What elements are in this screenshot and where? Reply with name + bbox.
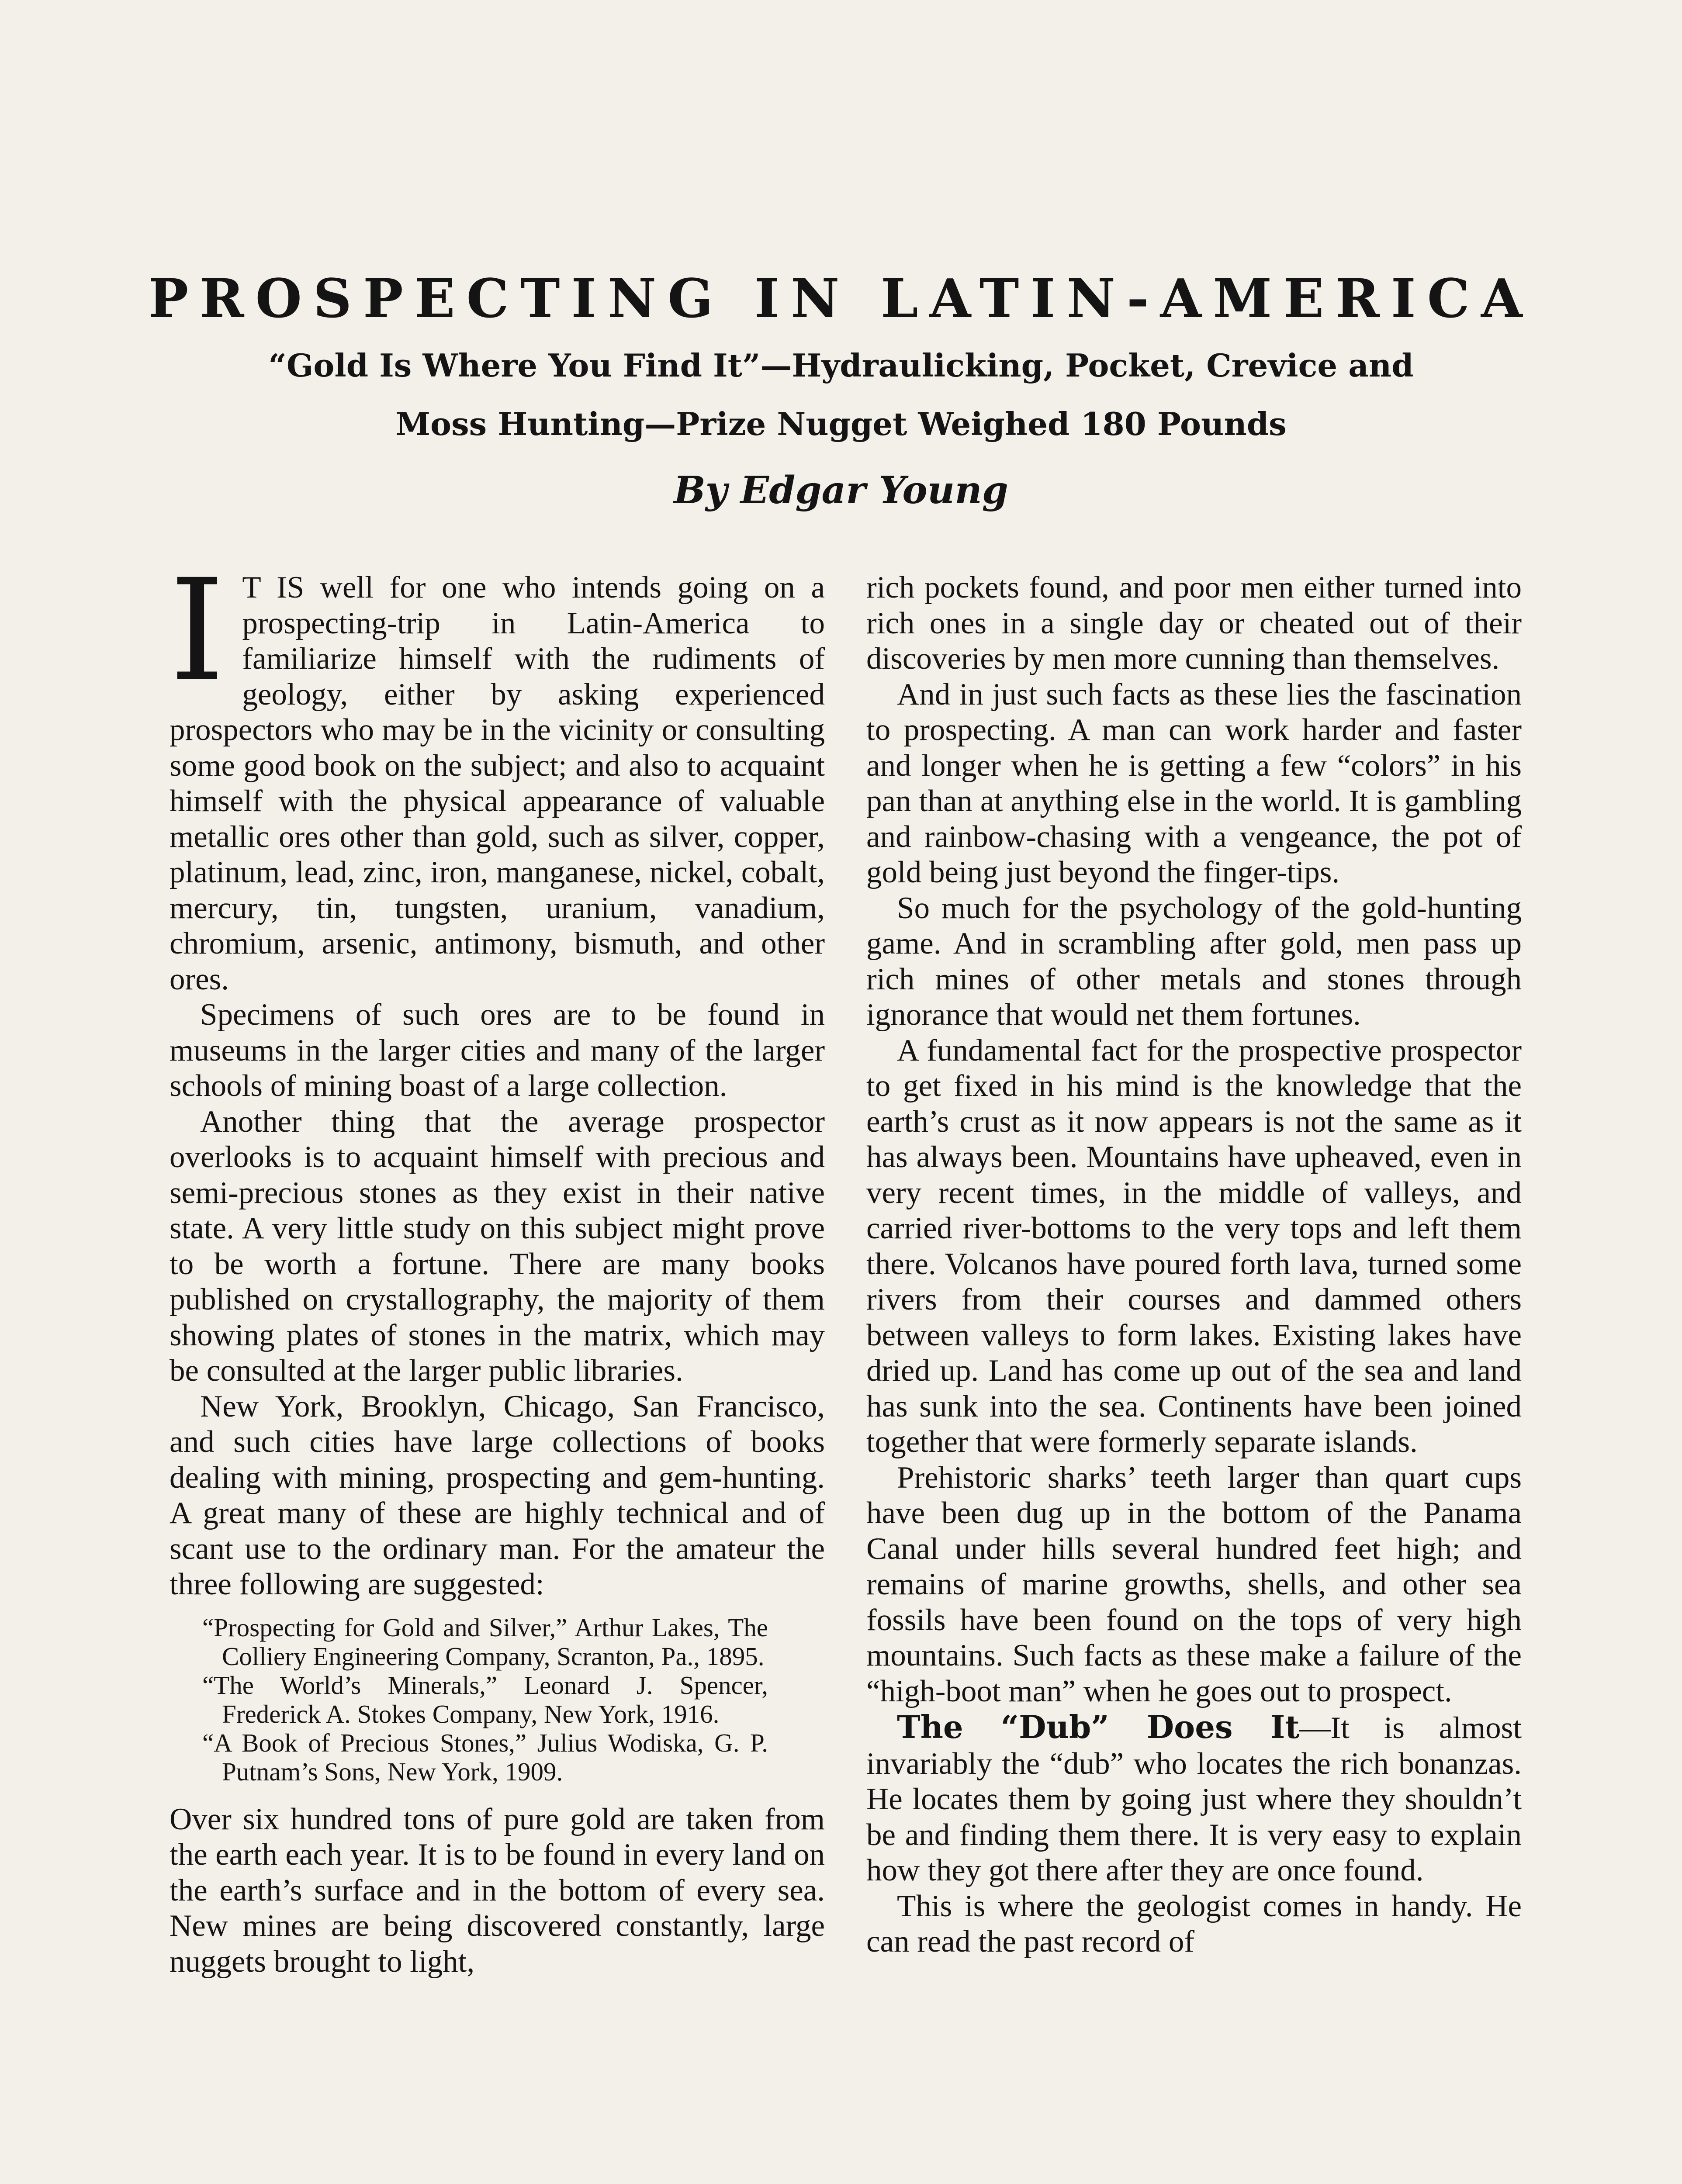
paragraph-text: T IS well for one who intends going on a prospecting-trip in Latin-America to familiarize himself with the rudiments of geology, either by asking experienced prospectors who may be in the vicinity or consulting some good book on the subject; and also to acquaint himself with the physical appearance of valuable metallic ores other than gold, such as silver, copper, platinum, lead, zinc, iron, manganese, nickel, cobalt, mercury, tin, tungsten, uranium, vanadium, chromium, arsenic, antimony, bismuth, and other ores.	[170, 570, 825, 996]
right-column	[866, 570, 1522, 1960]
paragraph: rich pockets found, and poor men either turned into rich ones in a single day or cheated out of their discoveries by men more cunning than themselves.	[866, 570, 1522, 676]
byline: By Edgar Young	[674, 468, 1008, 512]
paragraph: Over six hundred tons of pure gold are taken from the earth each year. It is to be found in every land on the earth’s surface and in the bottom of every sea. New mines are being discovered constantly, large nuggets brought to light,	[170, 1802, 825, 1979]
paragraph	[170, 549, 825, 997]
paragraph	[866, 1709, 1522, 1889]
section-run-in-heading: The “Dub” Does It	[897, 1708, 1300, 1745]
paragraph: Prehistoric sharks’ teeth larger than quart cups have been dug up in the bottom of the Panama Canal under hills several hundred feet high; and remains of marine growths, shells, and other sea fossils have been found on the tops of very high mountains. Such facts as these make a failure of the “high-boot man” when he goes out to prospect.	[866, 1460, 1522, 1708]
paragraph: This is where the geologist comes in handy. He can read the past record of	[866, 1889, 1522, 1959]
paragraph: Specimens of such ores are to be found in museums in the larger cities and many of the larger schools of mining boast of a large collection.	[170, 998, 825, 1103]
reference-list	[170, 1613, 825, 1786]
paragraph: A fundamental fact for the prospective prospector to get fixed in his mind is the knowledge that the earth’s crust as it now appears is not the same as it has always been. Mountains have upheaved, even in very recent times, in the middle of valleys, and carried river-bottoms to the very tops and left them there. Volcanos have poured forth lava, turned some rivers from their courses and dammed others between valleys to form lakes. Existing lakes have dried up. Land has come up out of the sea and land has sunk into the sea. Continents have been joined together that were formerly separate islands.	[866, 1033, 1522, 1459]
reference-item: “The World’s Minerals,” Leonard J. Spencer, Frederick A. Stokes Company, New York, 1916.	[202, 1670, 768, 1728]
paragraph: Another thing that the average prospector overlooks is to acquaint himself with precious and semi-precious stones as they exist in their native state. A very little study on this subject might prove to be worth a fortune. There are many books published on crystallography, the majority of them showing plates of stones in the matrix, which may be consulted at the larger public libraries.	[170, 1104, 825, 1388]
paragraph: And in just such facts as these lies the fascination to prospecting. A man can work harder and faster and longer when he is getting a few “colors” in his pan than at anything else in the world. It is gambling and rainbow-chasing with a vengeance, the pot of gold being just beyond the finger-tips.	[866, 677, 1522, 889]
reference-item: “Prospecting for Gold and Silver,” Arthur Lakes, The Colliery Engineering Company, Scranton, Pa., 1895.	[202, 1613, 768, 1671]
article-title: PROSPECTING IN LATIN-AMERICA	[148, 266, 1534, 330]
drop-cap: I	[170, 549, 225, 712]
left-column	[170, 549, 825, 1980]
paragraph: New York, Brooklyn, Chicago, San Francisco, and such cities have large collections of books dealing with mining, prospecting and gem-hunting. A great many of these are highly technical and of scant use to the ordinary man. For the amateur the three following are suggested:	[170, 1389, 825, 1601]
reference-item: “A Book of Precious Stones,” Julius Wodiska, G. P. Putnam’s Sons, New York, 1909.	[202, 1728, 768, 1786]
subtitle-line-1: “Gold Is Where You Find It”—Hydraulicking, Pocket, Crevice and	[268, 347, 1414, 384]
paragraph: So much for the psychology of the gold-hunting game. And in scrambling after gold, men pass up rich mines of other metals and stones through ignorance that would net them fortunes.	[866, 891, 1522, 1032]
subtitle-line-2: Moss Hunting—Prize Nugget Weighed 180 Pounds	[395, 405, 1287, 442]
paragraph-text: —It is almost invariably the “dub” who locates the rich bonanzas. He locates them by going just where they shouldn’t be and finding them there. It is very easy to explain how they got there after they are once found.	[866, 1711, 1522, 1887]
article-subtitle	[175, 336, 1507, 453]
